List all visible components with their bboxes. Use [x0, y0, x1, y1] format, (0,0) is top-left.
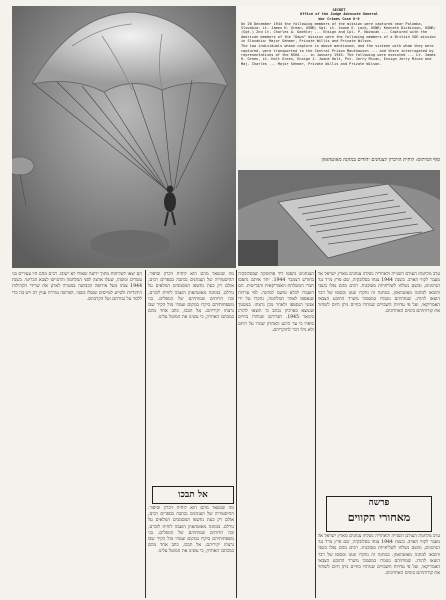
typed-memo: [238, 6, 440, 156]
article-column-2: [238, 272, 314, 598]
photo-caption: סוף המיתוס: לוחית הזיכרון לצנחנים יהודים במחנה מאוטהאוזן: [321, 158, 440, 163]
column-divider: [315, 270, 316, 598]
memo-header-line: War Crimes Case 8-9: [318, 16, 360, 21]
column-divider: [236, 270, 237, 598]
memorial-plaque-photo: [238, 170, 440, 266]
article-column-1-cont: [318, 534, 440, 598]
section-subheading: מאחורי הקווים: [347, 511, 411, 524]
article-text: הצנחנים נתפסו ליד פולומקה שבסלובקיה בחודש דצמבר 1944. יחד איתם נתפסו חברי המשלחת האמריקאית והבריטית. הם הועברו לכלא ומשם למחנה. לפי עדויות שנאספו לאחר המלחמה, נחקרו על ידי אנשי הגסטפו ולאחר מכן נרצחו. במסמך שנמצא בארכיון נכתב כי הוצאו להורג בינואר 1945. חבריהם שנותרו בחיים סיפרו כי עד הרגע האחרון שמרו על רוחם ולא גילו דבר לחוקריהם.: [238, 272, 314, 333]
article-column-3-cont: [148, 506, 234, 598]
article-text: ערב מלחמת העולם השנייה ולאחריה נשלחו צנחנים מארץ ישראל אל מעבר לקווי האויב. בשנת 1944 צנחו בסלובקיה, שם פרץ מרד נגד הגרמנים, ומשם נשלחו לשליחויות מסוכנות. רבים מהם נפלו בשבי והובאו למחנה מאוטהאוזן. במחנה זה נחקרו ועונו ובסופו של דבר הוצאו להורג. שמותיהם נשמרו במסמכי משרד התובע הצבאי האמריקאי, ועל פי עדויות השבויים שנותרו בחיים ניתן היום לשחזר את קורותיהם בימים האחרונים.: [318, 272, 440, 315]
article-column-3: [148, 272, 234, 482]
memo-header-line: SECRET: [332, 8, 346, 12]
article-column-4: [12, 272, 142, 598]
pull-quote-text: אל תבכו: [178, 490, 208, 500]
pull-quote-box: [152, 486, 234, 504]
plaque-image: [238, 170, 440, 266]
section-heading-box: [326, 496, 432, 532]
section-heading: פרשה: [368, 498, 390, 508]
memo-header-line: Office of the Judge Advocate General: [300, 12, 378, 17]
column-divider: [145, 270, 146, 598]
article-column-1: [318, 272, 440, 492]
article-text: ערב מלחמת העולם השנייה ולאחריה נשלחו צנחנים מארץ ישראל אל מעבר לקווי האויב. בשנת 1944 צנחו בסלובקיה, שם פרץ מרד נגד הגרמנים, ומשם נשלחו לשליחויות מסוכנות. רבים מהם נפלו בשבי והובאו למחנה מאוטהאוזן. במחנה זה נחקרו ועונו ובסופו של דבר הוצאו להורג. שמותיהם נשמרו במסמכי משרד התובע הצבאי האמריקאי, ועל פי עדויות השבויים שנותרו בחיים ניתן היום לשחזר את קורותיהם בימים האחרונים.: [318, 534, 440, 577]
article-text: מה שנשאר מהם הוא לוחית זיכרון וסיפור. ההיסטוריה של הצנחנים נכתבה בספרים רבים, אולם רק כעת נחשפו המסמכים המלאים על גורלם. במחנה מאוטהאוזן הוצבה לוחית לזכרם, ובה חרותים שמותיהם של הנופלים. בני משפחותיהם ביקרו במקום ועמדו מול הקיר שבו נרצחו יקיריהם. אל תבכו, כתב אחד מהם במכתבו האחרון, כי עשינו את המוטל עלינו.: [148, 506, 234, 555]
memo-paragraph: On 26 December 1944 the following members of the mission were captured near Polomka, Slovakia: Lt. James H. Green, USNR; Sgt. Lt. Joane E. Lock, USNR; Kenneth Dickinson, USNR; (Sgt.) 2nd Lt. Charles A. Daehle; ... Ensign and Cpl. P. Novacak ... Captured with the American members of the "Dawn" mission were the following members of a British SOE mission in Slovakia: Major Sehmer, Private Willis and Private Wilson.: [241, 21, 436, 44]
memo-paragraph: The two individuals whose capture is above mentioned, and the sixteen with whom they were captured, were transported to the Central Prison Mauthausen ... and there interrogated by representatives of the RSHA ... in January 1945. The following were executed ... Lt. James R. Green, Lt. Holt Green, Ensign J. Joane Holt, Pvt. Jerry Mican, Ensign Jerry Mican and Maj. Charles ... Major Sehmer, Private Willis and Private Wilson.: [241, 44, 436, 66]
article-text: מה שנשאר מהם הוא לוחית זיכרון וסיפור. ההיסטוריה של הצנחנים נכתבה בספרים רבים, אולם רק כעת נחשפו המסמכים המלאים על גורלם. במחנה מאוטהאוזן הוצבה לוחית לזכרם, ובה חרותים שמותיהם של הנופלים. בני משפחותיהם ביקרו במקום ועמדו מול הקיר שבו נרצחו יקיריהם. אל תבכו, כתב אחד מהם במכתבו האחרון, כי עשינו את המוטל עלינו.: [148, 272, 234, 321]
parachute-photo: [12, 6, 236, 268]
article-text: הם יצאו לשליחות מתוך ידיעה שאולי לא ישובו. רבים מהם היו צעירים בני עשרים ומשהו, שעלו ארצה לפני המלחמה והתגייסו לצבא הבריטי. בשנת 1944 צנחו מעל אירופה הכבושה במטרה לארגן את שרידי הקהילות היהודיות ולסייע לטייסים שנפלו בשבי. הפרשה עוררה עניין רב ויש בה כדי ללמד על גבורתם ועל הקרבתם.: [12, 272, 142, 302]
parachute-image: [12, 6, 236, 268]
